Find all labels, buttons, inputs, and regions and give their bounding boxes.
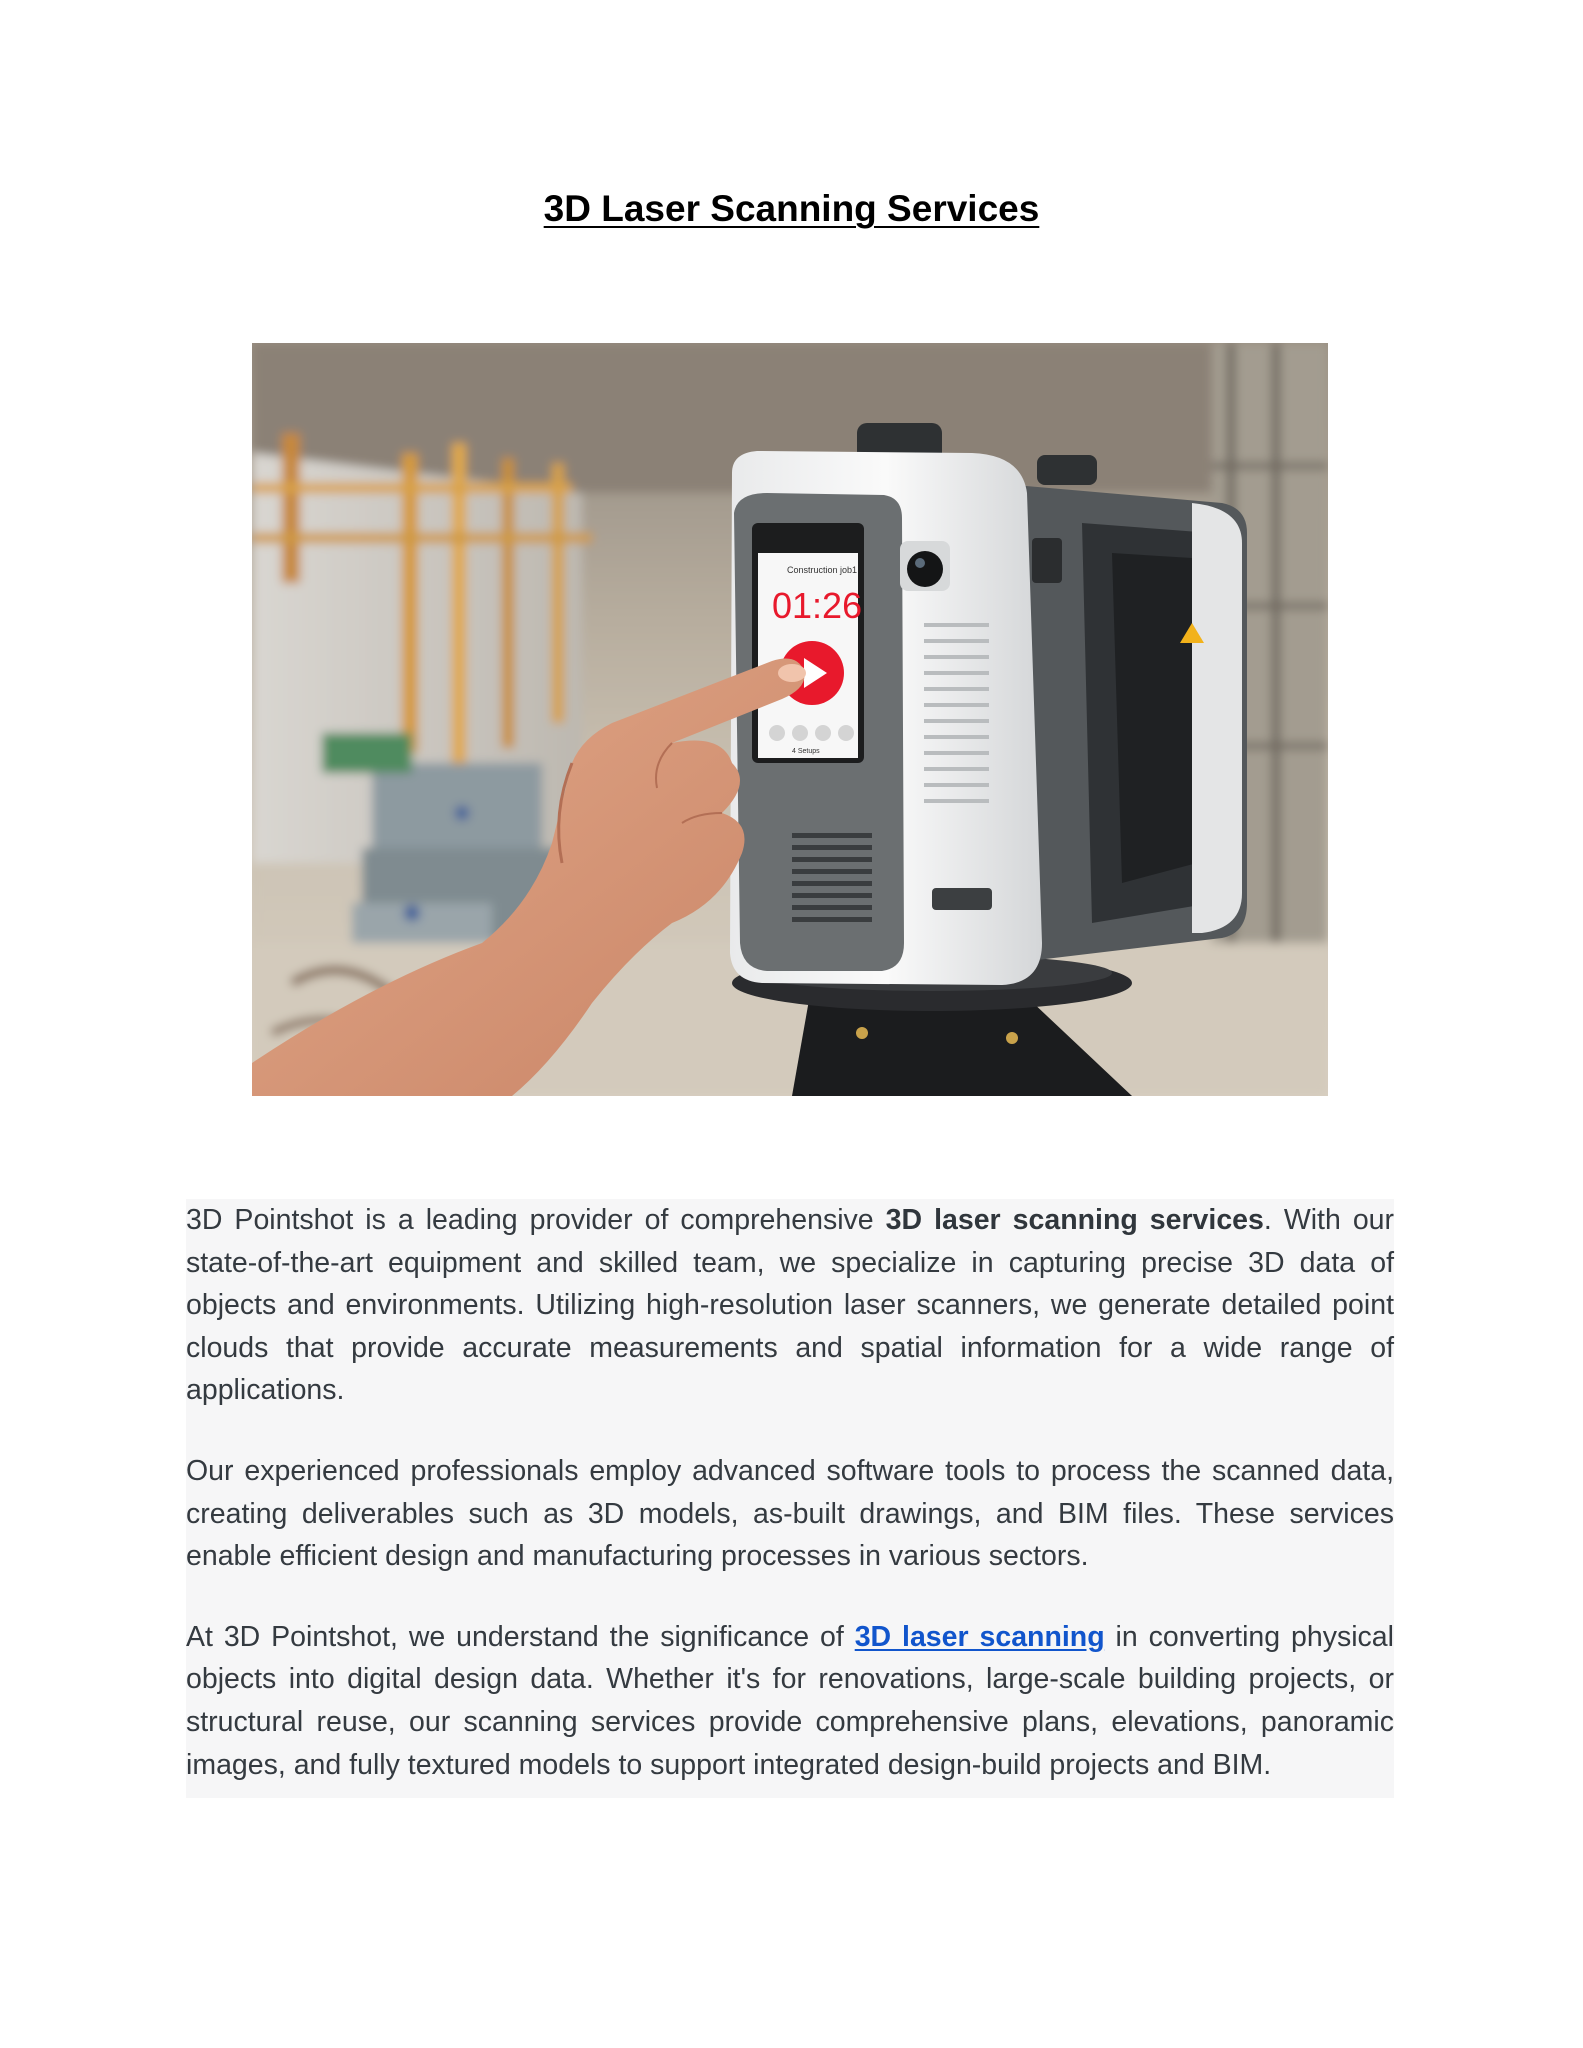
- intro-text-before: 3D Pointshot is a leading provider of comprehensive: [186, 1204, 886, 1236]
- intro-text-after: . With our state-of-the-art equipment and skilled team, we specialize in capturing precise 3D data of objects and environments. Utilizing high-resolution laser scanners, we generate detailed point clouds that provide accurate measurements and spatial information for a wide range of applications.: [186, 1204, 1395, 1407]
- scanner-timer: 01:26: [772, 585, 863, 626]
- scanner-setups: 4 Setups: [792, 748, 820, 755]
- software-paragraph: Our experienced professionals employ advanced software tools to process the scanned data, creating deliverables such as 3D models, as-built drawings, and BIM files. These services enable efficient design and manufacturing processes in various sectors.: [186, 1454, 1394, 1573]
- laser-scanning-link[interactable]: 3D laser scanning: [854, 1620, 1105, 1653]
- laser-scanner-photo: [252, 343, 1328, 1096]
- page-title: [0, 186, 1583, 232]
- intro-paragraph: [186, 1199, 1394, 1412]
- significance-text-after: in converting physical objects into digital design data. Whether it's for renovations, large-scale building projects, or structural reuse, our scanning services provide comprehensive plans, elevations, panoramic images, and fully textured models to support integrated design-build projects and BIM.: [186, 1620, 1394, 1781]
- content-section: [186, 1199, 1394, 1798]
- significance-text-before: At 3D Pointshot, we understand the significance of: [186, 1620, 855, 1653]
- content-spacer: [186, 1786, 1394, 1798]
- page-title-text: 3D Laser Scanning Services: [543, 188, 1040, 229]
- scanner-screen-title: Construction job1: [787, 565, 858, 575]
- laser-scanner: [730, 423, 1247, 985]
- significance-paragraph: [186, 1616, 1394, 1786]
- intro-bold-phrase: 3D laser scanning services: [885, 1204, 1264, 1236]
